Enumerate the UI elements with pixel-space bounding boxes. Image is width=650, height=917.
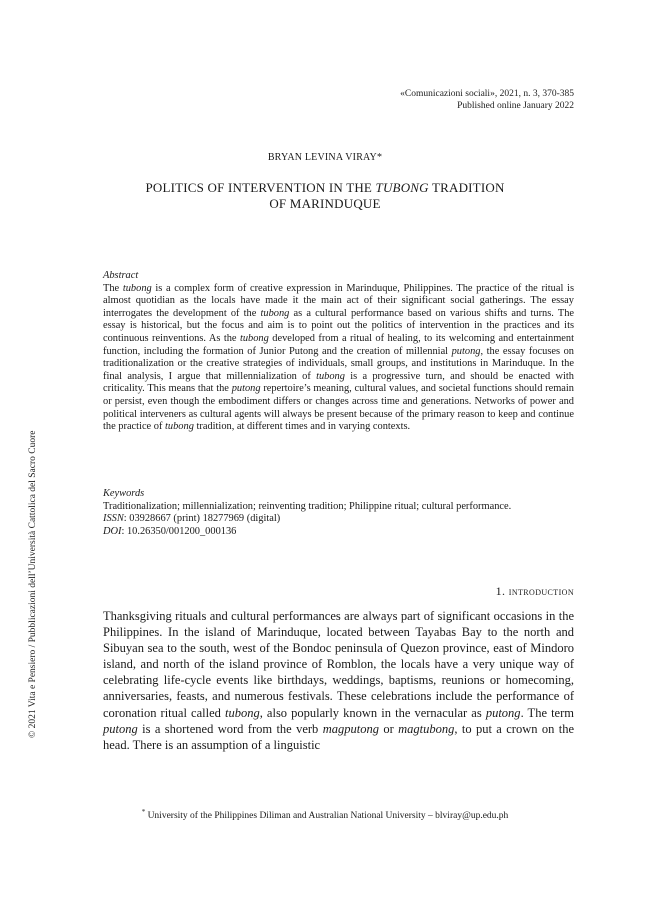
- footnote: [0, 808, 650, 821]
- article-title: [80, 180, 570, 212]
- abstract-heading: Abstract: [103, 270, 139, 281]
- abstract-text: The tubong is a complex form of creative expression in Marinduque, Philippines. The practice of the ritual is almost quotidian as the locals have made it the main act of their significant social gatherings. The essay interrogates the development of the tubong as a cultural performance based on various shifts and turns. The essay is historical, but the focus and aim is to point out the politics of intervention in the practices and its continuous reinventions. As the tubong developed from a ritual of healing, to its welcoming and entertainment function, including the formation of Junior Putong and the creation of millennial putong, the essay focuses on traditionalization or the creative strategies of individuals, small groups, and institutions in Marinduque. In the final analysis, I argue that millennialization of tubong is a progressive turn, and should be enacted with criticality. This means that the putong repertoire’s meaning, cultural values, and societal functions should remain or persist, even though the embodiment differs or changes across time and generations. Networks of power and political interveners as cultural agents will always be present because of the primary reason to keep and continue the practice of tubong tradition, at different times and in varying contexts.: [103, 282, 575, 433]
- journal-info: [400, 88, 574, 112]
- footnote-text: University of the Philippines Diliman and Australian National University – blviray@up.edu.ph: [145, 811, 509, 822]
- abstract: [103, 270, 574, 434]
- author-name: BRYAN LEVINA VIRAY*: [267, 152, 383, 163]
- keywords-heading: Keywords: [103, 488, 145, 499]
- keywords-block: [103, 488, 574, 538]
- intro-paragraph: Thanksgiving rituals and cultural performances are always part of significant occasions in the Philippines. In the island of Marinduque, located between Tayabas Bay to the north and Sibuyan sea to the south, west of the Bondoc peninsula of Quezon province, east of Mindoro island, and north of the island province of Romblon, the locals have a very unique way of celebrating life-cycle events like birthdays, weddings, baptisms, reunions or homecoming, anniversaries, feasts, and numerous festivals. These celebrations include the performance of coronation ritual called tubong, also popularly known in the vernacular as putong. The term putong is a shortened word from the verb magputong or magtubong, to put a crown on the head. There is an assumption of a linguistic: [103, 609, 574, 752]
- doi: DOI: 10.26350/001200_000136: [103, 525, 237, 537]
- title-line-2: OF MARINDUQUE: [269, 196, 381, 211]
- issn: ISSN: 03928667 (print) 18277969 (digital): [103, 513, 281, 525]
- copyright-note: © 2021 Vita e Pensiero / Pubblicazioni dell’Università Cattolica del Sacro Cuore: [28, 430, 38, 738]
- journal-citation: «Comunicazioni sociali», 2021, n. 3, 370-385: [400, 89, 574, 99]
- publication-date: Published online January 2022: [457, 101, 574, 111]
- footnote-marker: *: [141, 808, 146, 816]
- section-heading: 1. introduction: [495, 584, 574, 598]
- title-line-1: POLITICS OF INTERVENTION IN THE TUBONG TRADITION: [145, 180, 505, 195]
- keywords-list: Traditionalization; millennialization; reinventing tradition; Philippine ritual; cultural performance.: [103, 500, 512, 512]
